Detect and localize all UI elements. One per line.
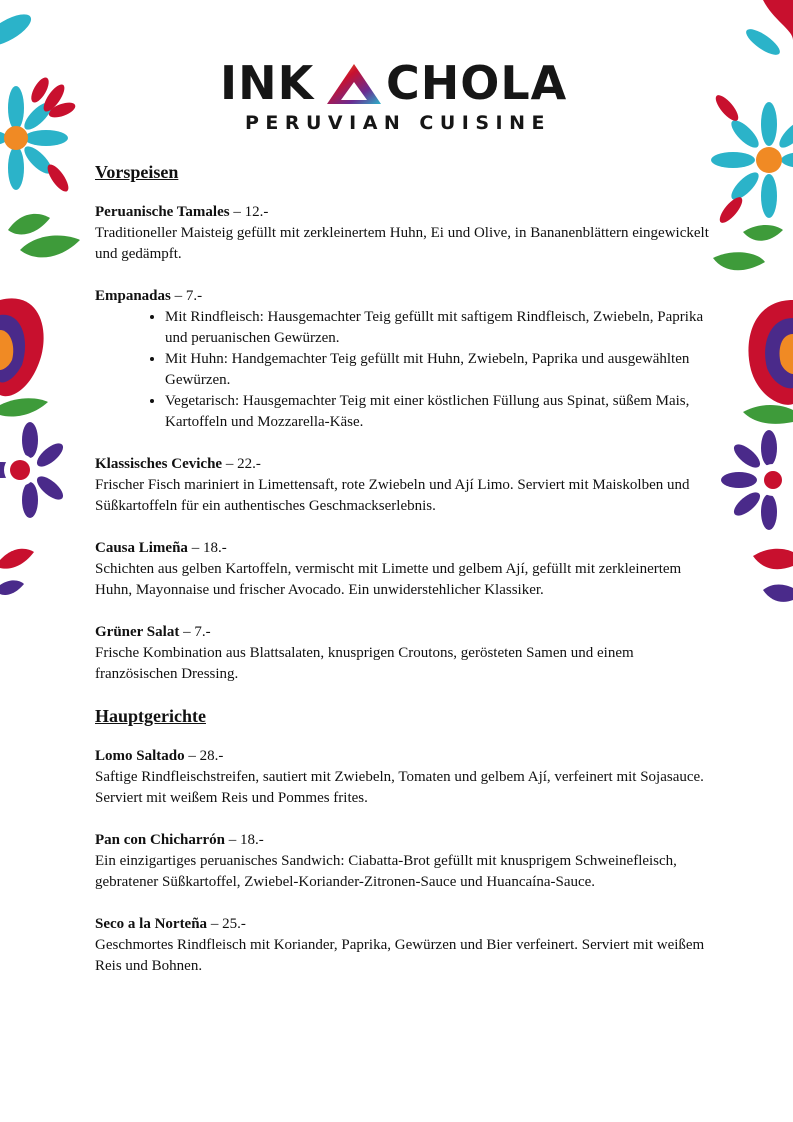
item-price: 25.-: [222, 916, 246, 932]
flower-icon: [721, 430, 789, 530]
item-price: 28.-: [199, 748, 224, 764]
section-vorspeisen: [95, 162, 715, 685]
menu-item: [95, 286, 715, 433]
menu-item-heading: Pan con Chicharrón – 18.-: [95, 832, 264, 848]
brand-name-part1: INK: [220, 56, 315, 110]
menu-item-heading: Lomo Saltado – 28.-: [95, 748, 224, 764]
item-description: Ein einzigartiges peruanisches Sandwich: Ciabatta-Brot gefüllt mit knusprigem Schweinefleisch, gebratener Süßkartoffel, Zwiebel-Koriander-Zitronen-Sauce und Huancaína-Sauce.: [95, 853, 677, 890]
item-variant-list: [95, 307, 715, 433]
item-description: Saftige Rindfleischstreifen, sautiert mit Zwiebeln, Tomaten und gelbem Ají, verfeinert mit Sojasauce. Serviert mit weißem Reis und Pommes frites.: [95, 769, 704, 806]
leaf-icon: [0, 549, 34, 595]
menu-item-heading: Peruanische Tamales – 12.-: [95, 204, 269, 220]
brand-tagline: PERUVIAN CUISINE: [244, 112, 552, 134]
flower-icon: [0, 298, 44, 396]
menu-item-heading: Empanadas – 7.-: [95, 288, 203, 304]
leaf-icon: [713, 225, 783, 270]
list-item: • Mit Rindfleisch: Hausgemachter Teig gefüllt mit saftigem Rindfleisch, Zwiebeln, Paprika und peruanischen Gewürzen.: [165, 307, 715, 349]
logo-wordmark: [220, 56, 580, 110]
triangle-logo-icon: [325, 62, 383, 106]
item-name: Seco a la Norteña: [95, 916, 208, 932]
flower-icon: [743, 0, 793, 59]
menu-item: [95, 202, 715, 265]
leaf-icon: [743, 405, 793, 424]
item-price: 22.-: [237, 456, 261, 472]
menu-item-heading: Causa Limeña – 18.-: [95, 540, 227, 556]
item-description: Schichten aus gelben Kartoffeln, vermischt mit Limette und gelbem Ají, gefüllt mit zerkleinertem Huhn, Mayonnaise und frischer Avocado. Ein unwiderstehlicher Klassiker.: [95, 561, 682, 598]
menu-item-heading: Seco a la Norteña – 25.-: [95, 916, 246, 932]
section-hauptgerichte: [95, 706, 715, 977]
menu-item: [95, 830, 715, 893]
item-name: Lomo Saltado: [95, 748, 185, 764]
brand-logo: [0, 52, 793, 132]
list-item: • Vegetarisch: Hausgemachter Teig mit einer köstlichen Füllung aus Spinat, süßem Mais, Kartoffeln und Mozzarella-Käse.: [165, 391, 715, 433]
item-price: 12.-: [244, 204, 269, 220]
menu-item: [95, 914, 715, 977]
item-price: 18.-: [240, 832, 264, 848]
item-name: Pan con Chicharrón: [95, 832, 226, 848]
item-description: Traditioneller Maisteig gefüllt mit zerkleinertem Huhn, Ei und Olive, in Bananenblättern eingewickelt und gedämpft.: [95, 225, 709, 262]
item-description: Frische Kombination aus Blattsalaten, knusprigen Croutons, gerösteten Samen und einem französischen Dressing.: [95, 645, 634, 682]
flower-icon: [0, 422, 67, 518]
item-price: 18.-: [202, 540, 227, 556]
flower-icon: [748, 300, 793, 405]
section-title: Hauptgerichte: [95, 706, 206, 726]
item-price: 7.-: [194, 624, 211, 640]
item-name: Empanadas: [95, 288, 171, 304]
item-description: Geschmortes Rindfleisch mit Koriander, Paprika, Gewürzen und Bier verfeinert. Serviert mit weißem Reis und Bohnen.: [95, 937, 705, 974]
item-name: Peruanische Tamales: [95, 204, 230, 220]
item-name: Grüner Salat: [95, 624, 180, 640]
menu-item: [95, 538, 715, 601]
list-item: • Mit Huhn: Handgemachter Teig gefüllt mit Huhn, Zwiebeln, Paprika und ausgewählten Gewürzen.: [165, 349, 715, 391]
brand-name-part2: CHOLA: [386, 56, 568, 110]
leaf-icon: [753, 549, 793, 602]
menu-item: [95, 622, 715, 685]
menu-content: [95, 162, 715, 998]
menu-item: [95, 746, 715, 809]
item-price: 7.-: [185, 288, 203, 304]
item-name: Causa Limeña: [95, 540, 188, 556]
section-title: Vorspeisen: [95, 162, 179, 182]
menu-item-heading: Grüner Salat – 7.-: [95, 624, 211, 640]
leaf-icon: [0, 398, 48, 416]
menu-item: [95, 454, 715, 517]
menu-item-heading: Klassisches Ceviche – 22.-: [95, 456, 261, 472]
item-description: Frischer Fisch mariniert in Limettensaft, rote Zwiebeln und Ají Limo. Serviert mit Maiskolben und Süßkartoffeln für ein authentisches Geschmackserlebnis.: [95, 477, 690, 514]
leaf-icon: [8, 214, 80, 258]
item-name: Klassisches Ceviche: [95, 456, 223, 472]
